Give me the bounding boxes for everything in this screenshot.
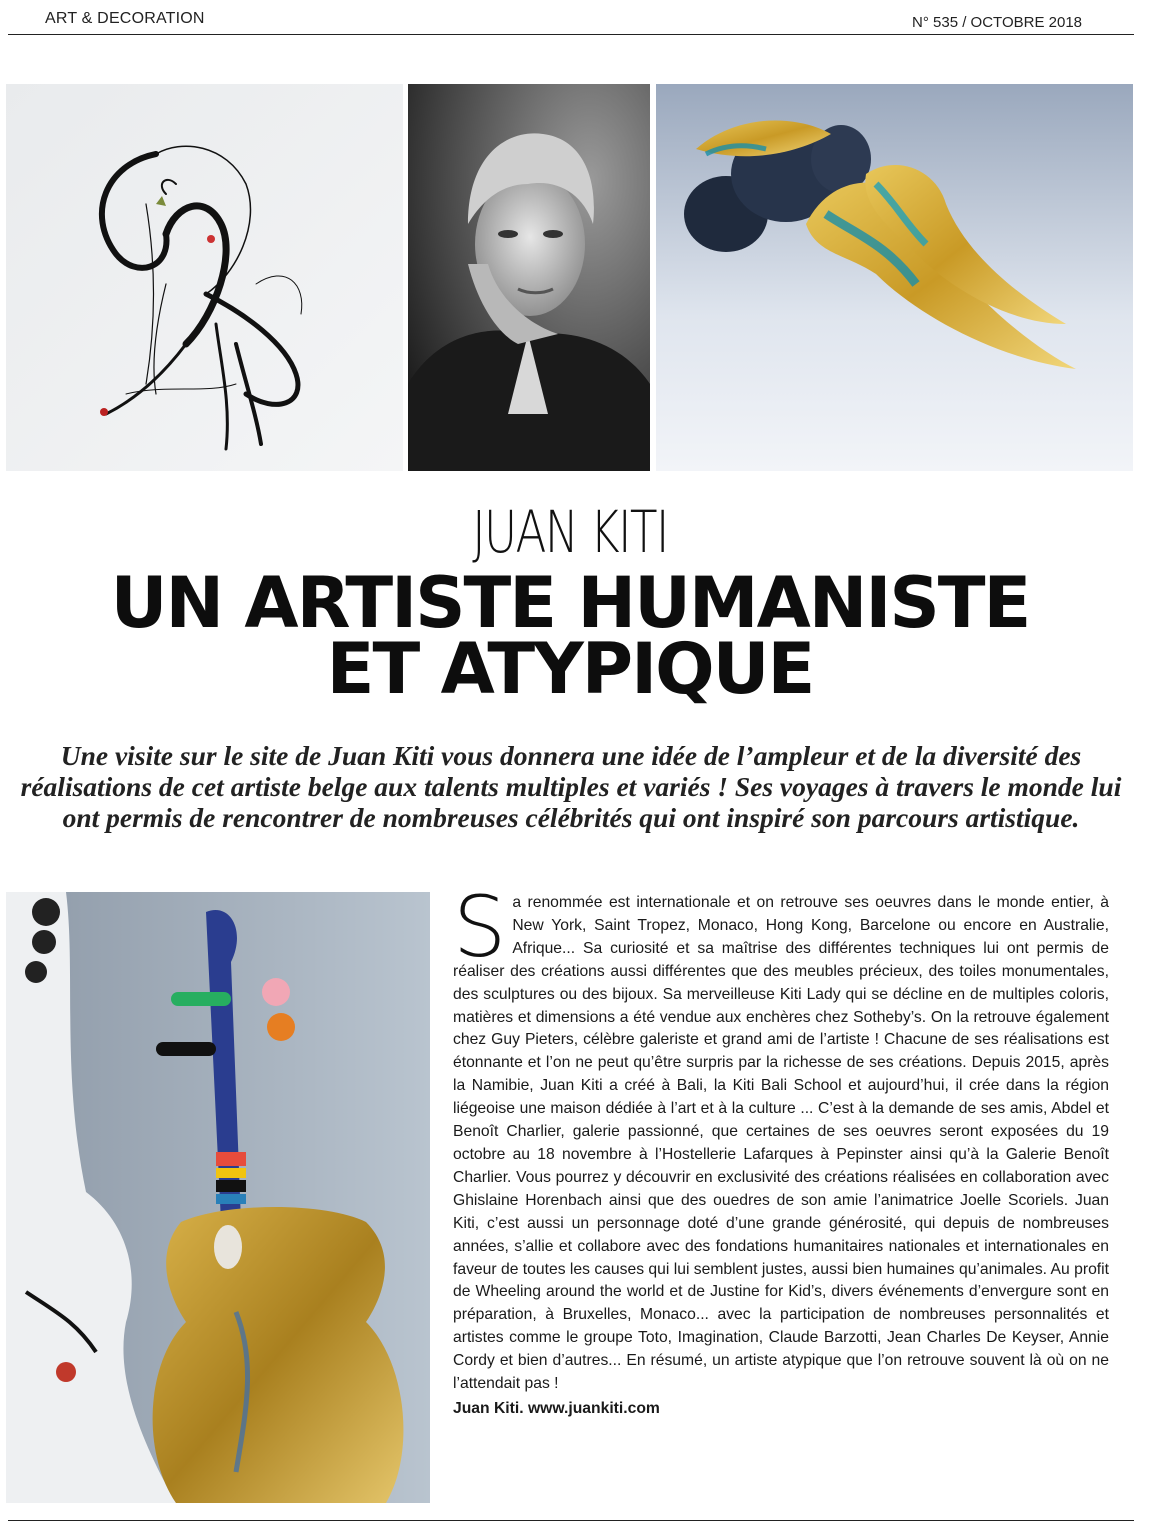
article-body	[453, 878, 1109, 1421]
issue-label: N° 535 / OCTOBRE 2018	[912, 14, 1082, 31]
ink-drawing-photo	[6, 84, 403, 471]
headline-line-2: ET ATYPIQUE	[326, 628, 814, 710]
kiti-lady-sculpture-photo	[656, 84, 1133, 471]
painted-violins-photo	[6, 892, 430, 1503]
article-headline	[0, 562, 1140, 710]
article-body-text: a renommée est internationale et on retrouve ses oeuvres dans le monde entier, à New York, Saint Tropez, Monaco, Hong Kong, Barcelone ou encore en Australie, Afrique... Sa curiosité et sa maîtrise des différentes techniques lui ont permis de réaliser des créations aussi différentes que des meubles précieux, des toiles monumentales, des sculptures ou des bijoux. Sa merveilleuse Kiti Lady qui se décline en de multiples coloris, matières et dimensions a été vendue aux enchères chez Sotheby’s. On la retrouve également chez Guy Pieters, célèbre galeriste et grand ami de l’artiste ! Chacune de ses réalisations est étonnante et l’on ne peut qu’être surpris par la richesse de ses créations. Depuis 2015, après la Namibie, Juan Kiti a créé à Bali, la Kiti Bali School et aujourd’hui, il crée dans la région liégeoise une maison dédiée à l’art et à la culture ... C’est à la demande de ses amis, Abdel et Benoît Charlier, galerie passionné, que certaines de ses oeuvres seront exposées du 19 octobre au 18 novembre à l’Hostellerie Lafarques à Pepinster ainsi qu’à la Galerie Benoît Charlier. Vous pourrez y découvrir en exclusivité des créations réalisées en collaboration avec Ghislaine Horenbach ainsi que des ouedres de son amie l’animatrice Joelle Scoriels. Juan Kiti, c’est aussi un personnage doté d’une grande générosité, qui depuis de nombreuses années, s’allie et collabore avec des fondations humanitaires nationales et internationales en faveur de toutes les causes qui lui semblent justes, aussi bien humaines qu’animales. Au profit de Wheeling around the world et de Justine for Kid’s, divers événements d’envergure sont en préparation, à Bruxelles, Monaco... avec la participation de nombreuses personnalités et artistes comme le groupe Toto, Imagination, Claude Barzotti, Jean Charles De Keyser, Annie Cordy et bien d’autres... En résumé, un artiste atypique que l’on retrouve souvent là où on ne l’attendait pas !	[453, 894, 1109, 1393]
header-rule	[8, 34, 1134, 35]
page-header	[0, 0, 1170, 40]
article-signature: Juan Kiti. www.juankiti.com	[453, 1399, 660, 1417]
headline-line-1: UN ARTISTE HUMANISTE	[110, 562, 1030, 644]
article-kicker: JUAN KITI	[472, 498, 668, 566]
article-lead: Une visite sur le site de Juan Kiti vous donnera une idée de l’ampleur et de la diversité des réalisations de cet artiste belge aux talents multiples et variés ! Ses voyages à travers le monde lui ont permis de rencontrer de nombreuses célébrités qui ont inspiré son parcours artistique.	[20, 740, 1122, 833]
drop-cap: S	[453, 878, 507, 976]
footer-rule	[8, 1520, 1134, 1521]
section-label: ART & DECORATION	[45, 10, 205, 27]
artist-portrait-photo	[408, 84, 650, 471]
